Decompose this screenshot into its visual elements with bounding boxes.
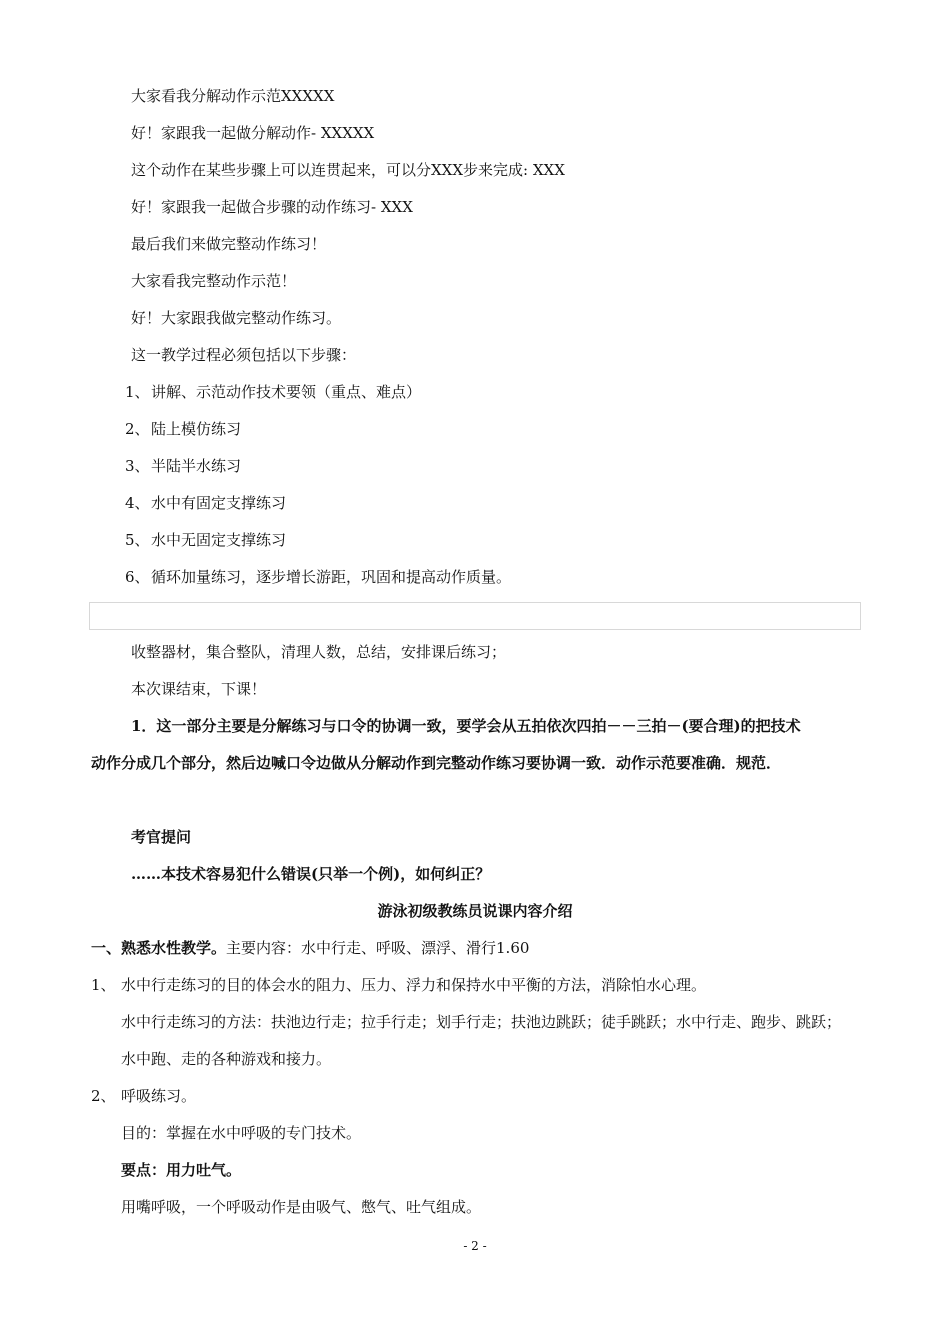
- item-1: [91, 975, 706, 995]
- empty-table-cell: [89, 602, 861, 630]
- heading-rest: 主要内容：水中行走、呼吸、漂浮、滑行1.60: [226, 939, 530, 957]
- step-number: 4、: [125, 494, 150, 512]
- examiner-question: ……本技术容易犯什么错误(只举一个例)，如何纠正？: [131, 865, 491, 883]
- note-paragraph-line-2: 动作分成几个部分，然后边喊口令边做从分解动作到完整动作练习要协调一致．动作示范要准确．规范．: [91, 754, 782, 772]
- step-item: [125, 493, 286, 513]
- item-2-key: 要点：用力吐气。: [121, 1161, 242, 1179]
- line-4: 好！家跟我一起做合步骤的动作练习- XXX: [131, 198, 413, 216]
- examiner-title: 考官提问: [131, 828, 192, 846]
- step-number: 5、: [125, 531, 150, 549]
- line-1: 大家看我分解动作示范XXXXX: [131, 87, 335, 105]
- step-text: 循环加量练习，逐步增长游距，巩固和提高动作质量。: [151, 568, 512, 586]
- step-text: 讲解、示范动作技术要领（重点、难点）: [151, 383, 422, 401]
- step-number: 1、: [125, 383, 150, 401]
- step-text: 半陆半水练习: [151, 457, 242, 475]
- step-item: [125, 530, 286, 550]
- step-text: 水中无固定支撑练习: [151, 531, 287, 549]
- step-item: [125, 419, 241, 439]
- step-text: 陆上模仿练习: [151, 420, 242, 438]
- line-8: 这一教学过程必须包括以下步骤：: [131, 346, 357, 364]
- step-item: [125, 456, 241, 476]
- step-item: [125, 382, 421, 402]
- line-3: 这个动作在某些步骤上可以连贯起来，可以分XXX步来完成: XXX: [131, 161, 565, 179]
- item-number: 2、: [91, 1087, 116, 1105]
- line-2: 好！家跟我一起做分解动作- XXXXX: [131, 124, 375, 142]
- item-2-desc: 用嘴呼吸，一个呼吸动作是由吸气、憋气、吐气组成。: [121, 1198, 482, 1216]
- line-7: 好！大家跟我做完整动作练习。: [131, 309, 342, 327]
- step-text: 水中有固定支撑练习: [151, 494, 287, 512]
- heading-1: [91, 938, 529, 958]
- item-text: 水中行走练习的目的体会水的阻力、压力、浮力和保持水中平衡的方法，消除怕水心理。: [121, 976, 707, 994]
- item-2-goal: 目的：掌握在水中呼吸的专门技术。: [121, 1124, 362, 1142]
- line-6: 大家看我完整动作示范！: [131, 272, 297, 290]
- note-paragraph-line-1: 1．这一部分主要是分解练习与口令的协调一致，要学会从五拍依次四拍－－三拍－(要合理)的把技术: [131, 717, 801, 735]
- heading-number: 一、: [91, 939, 122, 957]
- heading-bold: 熟悉水性教学。: [121, 939, 227, 957]
- step-number: 3、: [125, 457, 150, 475]
- item-text: 呼吸练习。: [121, 1087, 197, 1105]
- line-5: 最后我们来做完整动作练习！: [131, 235, 327, 253]
- section-title: 游泳初级教练员说课内容介绍: [377, 902, 573, 920]
- closing-line-1: 收整器材，集合整队，清理人数，总结，安排课后练习；: [131, 643, 507, 661]
- step-item: [125, 567, 511, 587]
- item-1-method-cont: 水中跑、走的各种游戏和接力。: [121, 1050, 332, 1068]
- step-number: 6、: [125, 568, 150, 586]
- page-number: - 2 -: [463, 1239, 487, 1253]
- item-1-method: 水中行走练习的方法：扶池边行走；拉手行走；划手行走；扶池边跳跃；徒手跳跃；水中行走、跑步、跳跃；: [121, 1013, 842, 1031]
- step-number: 2、: [125, 420, 150, 438]
- item-number: 1、: [91, 976, 116, 994]
- closing-line-2: 本次课结束，下课！: [131, 680, 267, 698]
- item-2: [91, 1086, 196, 1106]
